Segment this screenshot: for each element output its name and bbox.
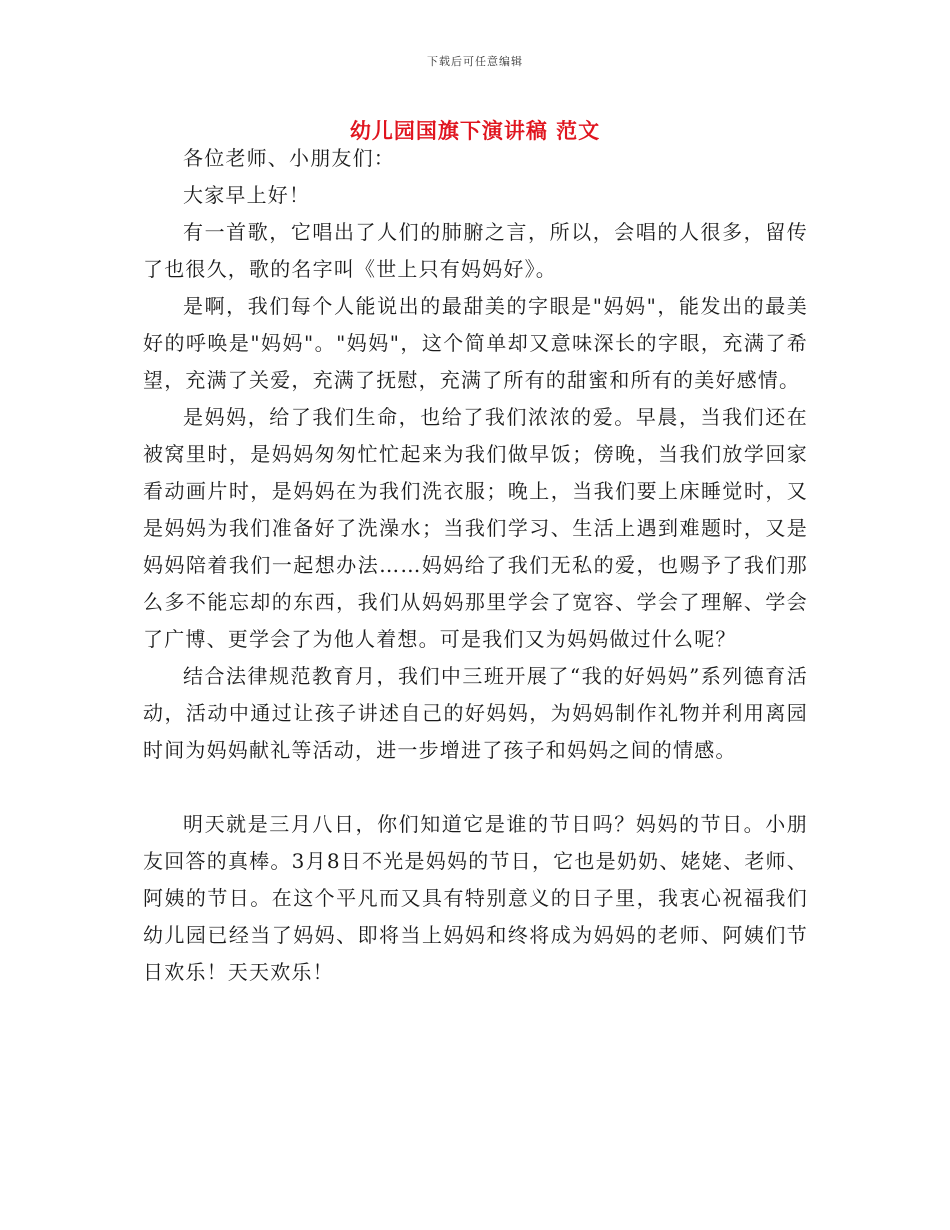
body-paragraph: 是妈妈，给了我们生命，也给了我们浓浓的爱。早晨，当我们还在被窝里时，是妈妈匆匆忙忙起来为我们做早饭；傍晚，当我们放学回家看动画片时，是妈妈在为我们洗衣服；晚上，当我们要上床睡觉时，又是妈妈为我们准备好了洗澡水；当我们学习、生活上遇到难题时，又是妈妈陪着我们一起想办法……妈妈给了我们无私的爱，也赐予了我们那么多不能忘却的东西，我们从妈妈那里学会了宽容、学会了理解、学会了广博、更学会了为他人着想。可是我们又为妈妈做过什么呢？ (143, 405, 808, 651)
header-note: 下载后可任意编辑 (427, 55, 523, 68)
salutation-paragraph: 大家早上好！ (183, 183, 311, 207)
greeting-paragraph: 各位老师、小朋友们： (183, 146, 395, 170)
body-paragraph: 结合法律规范教育月，我们中三班开展了“我的好妈妈”系列德育活动，活动中通过让孩子讲述自己的好妈妈，为妈妈制作礼物并利用离园时间为妈妈献礼等活动，进一步增进了孩子和妈妈之间的情感。 (143, 664, 808, 762)
closing-paragraph: 明天就是三月八日，你们知道它是谁的节日吗？妈妈的节日。小朋友回答的真棒。3月8日不光是妈妈的节日，它也是奶奶、姥姥、老师、阿姨的节日。在这个平凡而又具有特别意义的日子里，我衷心祝福我们幼儿园已经当了妈妈、即将当上妈妈和终将成为妈妈的老师、阿姨们节日欢乐！天天欢乐！ (143, 812, 808, 984)
document-title: 幼儿园国旗下演讲稿 范文 (349, 118, 601, 143)
body-paragraph: 有一首歌，它唱出了人们的肺腑之言，所以，会唱的人很多，留传了也很久，歌的名字叫《世上只有妈妈好》。 (143, 220, 808, 281)
document-body (143, 140, 808, 991)
body-paragraph: 是啊，我们每个人能说出的最甜美的字眼是"妈妈"，能发出的最美好的呼唤是"妈妈"。"妈妈"，这个简单却又意味深长的字眼，充满了希望，充满了关爱，充满了抚慰，充满了所有的甜蜜和所有的美好感情。 (143, 294, 808, 392)
